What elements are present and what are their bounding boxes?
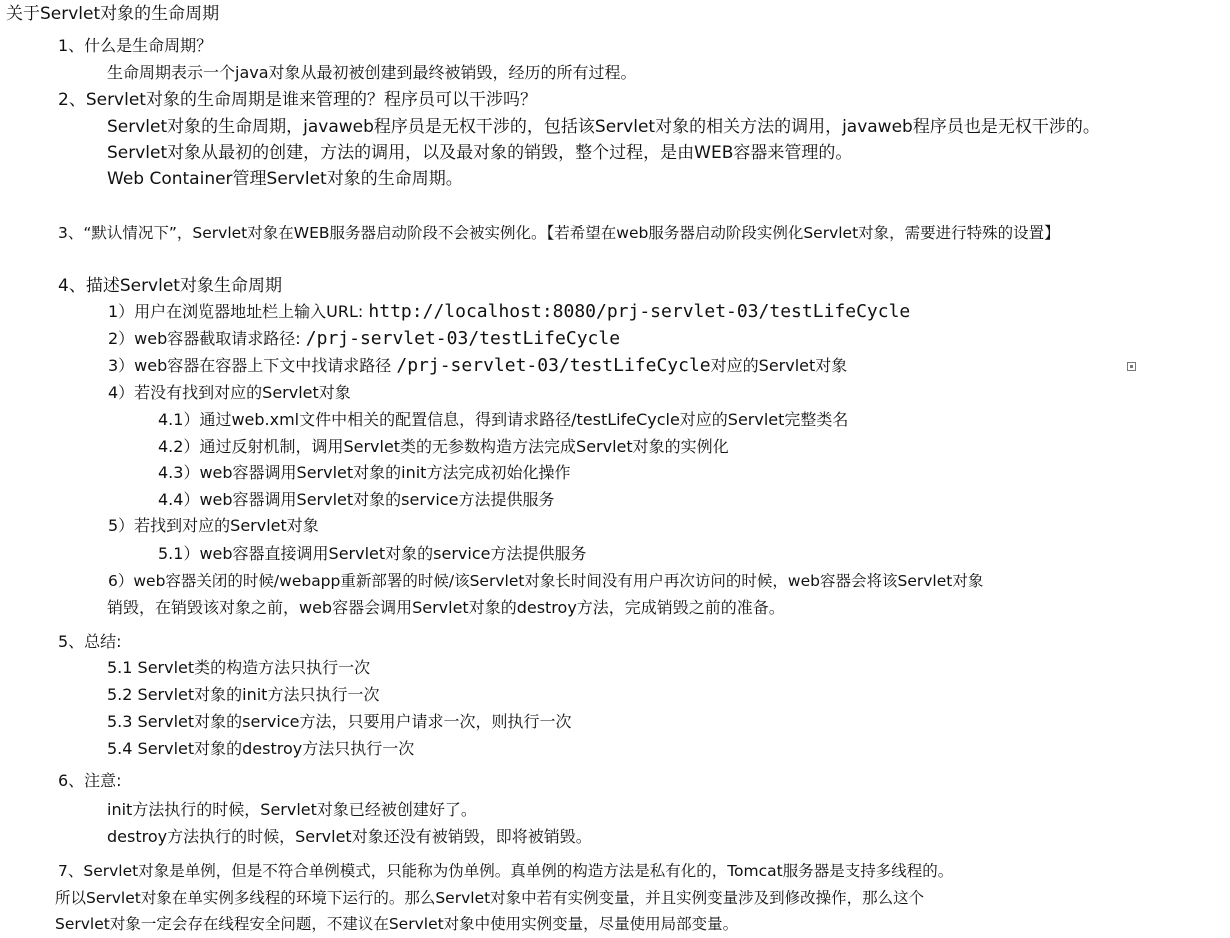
- section-7-text-1: 7、Servlet对象是单例，但是不符合单例模式，只能称为伪单例。真单例的构造方法是私有化的，Tomcat服务器是支持多线程的。: [58, 862, 954, 880]
- section-2-heading: 2、Servlet对象的生命周期是谁来管理的？程序员可以干涉吗？: [58, 90, 537, 110]
- section-7-text-2: 所以Servlet对象在单实例多线程的环境下运行的。那么Servlet对象中若有实例变量，并且实例变量涉及到修改操作，那么这个: [55, 889, 925, 907]
- lifecycle-step-5: 5）若找到对应的Servlet对象: [108, 516, 319, 535]
- note-1: init方法执行的时候，Servlet对象已经被创建好了。: [107, 800, 477, 819]
- summary-5-1: 5.1 Servlet类的构造方法只执行一次: [107, 658, 371, 677]
- doc-title: 关于Servlet对象的生命周期: [6, 4, 220, 24]
- note-2: destroy方法执行的时候，Servlet对象还没有被销毁，即将被销毁。: [107, 827, 592, 846]
- lifecycle-step-6-cont: 销毁，在销毁该对象之前，web容器会调用Servlet对象的destroy方法，完成销毁之前的准备。: [107, 598, 785, 617]
- lifecycle-step-4-3: 4.3）web容器调用Servlet对象的init方法完成初始化操作: [158, 463, 571, 482]
- summary-5-3: 5.3 Servlet对象的service方法，只要用户请求一次，则执行一次: [107, 712, 572, 731]
- step-2-path: /prj-servlet-03/testLifeCycle: [305, 328, 621, 349]
- section-7-text-3: Servlet对象一定会存在线程安全问题，不建议在Servlet对象中使用实例变量，尽量使用局部变量。: [55, 915, 739, 933]
- step-3-suffix: 对应的Servlet对象: [710, 356, 848, 375]
- lifecycle-step-5-1: 5.1）web容器直接调用Servlet对象的service方法提供服务: [158, 544, 587, 563]
- lifecycle-step-6: 6）web容器关闭的时候/webapp重新部署的时候/该Servlet对象长时间没有用户再次访问的时候，web容器会将该Servlet对象: [108, 572, 984, 590]
- lifecycle-step-1: [108, 301, 910, 325]
- step-1-url: http://localhost:8080/prj-servlet-03/testLifeCycle: [368, 301, 911, 322]
- lifecycle-step-3: [108, 355, 847, 379]
- section-1-heading: 1、什么是生命周期？: [58, 36, 213, 55]
- section-1-text: 生命周期表示一个java对象从最初被创建到最终被销毁，经历的所有过程。: [107, 63, 637, 82]
- section-5-heading: 5、总结:: [58, 632, 122, 651]
- lifecycle-step-4-4: 4.4）web容器调用Servlet对象的service方法提供服务: [158, 490, 555, 509]
- section-2-text-3: Web Container管理Servlet对象的生命周期。: [107, 169, 463, 189]
- step-3-path: /prj-servlet-03/testLifeCycle: [396, 355, 711, 376]
- lifecycle-step-4: 4）若没有找到对应的Servlet对象: [108, 383, 351, 402]
- summary-5-2: 5.2 Servlet对象的init方法只执行一次: [107, 685, 380, 704]
- lifecycle-step-2: [108, 328, 620, 352]
- anchor-icon: [1127, 362, 1136, 371]
- section-2-text-1: Servlet对象的生命周期，javaweb程序员是无权干涉的，包括该Servlet对象的相关方法的调用，javaweb程序员也是无权干涉的。: [107, 117, 1100, 137]
- step-2-label: 2）web容器截取请求路径:: [108, 329, 301, 348]
- section-6-heading: 6、注意:: [58, 771, 122, 790]
- lifecycle-step-4-1: 4.1）通过web.xml文件中相关的配置信息，得到请求路径/testLifeCycle对应的Servlet完整类名: [158, 410, 849, 429]
- summary-5-4: 5.4 Servlet对象的destroy方法只执行一次: [107, 739, 415, 758]
- section-4-heading: 4、描述Servlet对象生命周期: [58, 276, 282, 296]
- section-3-heading: 3、“默认情况下”，Servlet对象在WEB服务器启动阶段不会被实例化。【若希望在web服务器启动阶段实例化Servlet对象，需要进行特殊的设置】: [58, 224, 1060, 242]
- section-2-text-2: Servlet对象从最初的创建，方法的调用，以及最对象的销毁，整个过程，是由WEB容器来管理的。: [107, 143, 853, 163]
- step-1-label: 1）用户在浏览器地址栏上输入URL:: [108, 302, 364, 321]
- step-3-label: 3）web容器在容器上下文中找请求路径: [108, 356, 392, 375]
- lifecycle-step-4-2: 4.2）通过反射机制，调用Servlet类的无参数构造方法完成Servlet对象的实例化: [158, 437, 729, 456]
